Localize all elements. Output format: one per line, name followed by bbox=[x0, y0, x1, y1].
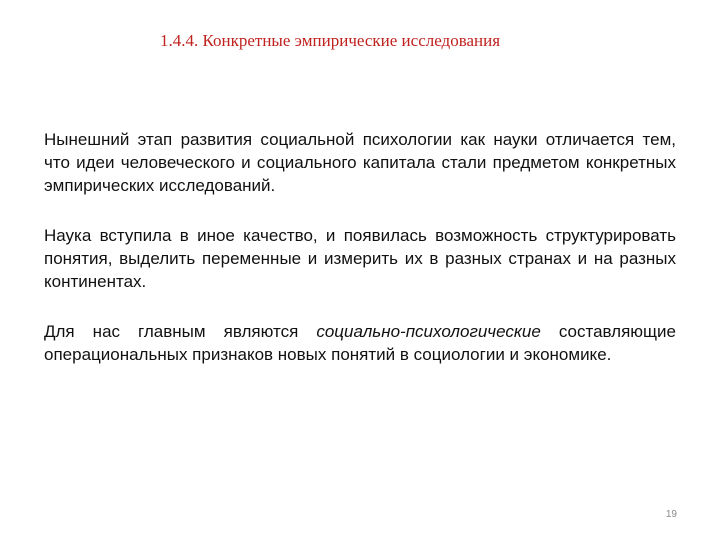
slide-title: 1.4.4. Конкретные эмпирические исследования bbox=[160, 31, 501, 50]
page-number: 19 bbox=[665, 509, 677, 520]
paragraph-1: Нынешний этап развития социальной психологии как науки отличается тем, что идеи человеческого и социального капитала стали предметом конкретных эмпирических исследований. bbox=[44, 130, 676, 195]
paragraph-3-tail: составляющие операциональных признаков новых понятий в социологии и экономике. bbox=[44, 322, 676, 364]
paragraph-2: Наука вступила в иное качество, и появилась возможность структурировать понятия, выделить переменные и измерить их в разных странах и на разных континентах. bbox=[44, 226, 676, 291]
paragraph-3 bbox=[44, 320, 676, 366]
paragraph-3-emphasis: социально-психологические bbox=[316, 322, 541, 341]
paragraph-3-lead: Для нас главным являются bbox=[44, 322, 317, 341]
slide-body bbox=[44, 128, 676, 393]
